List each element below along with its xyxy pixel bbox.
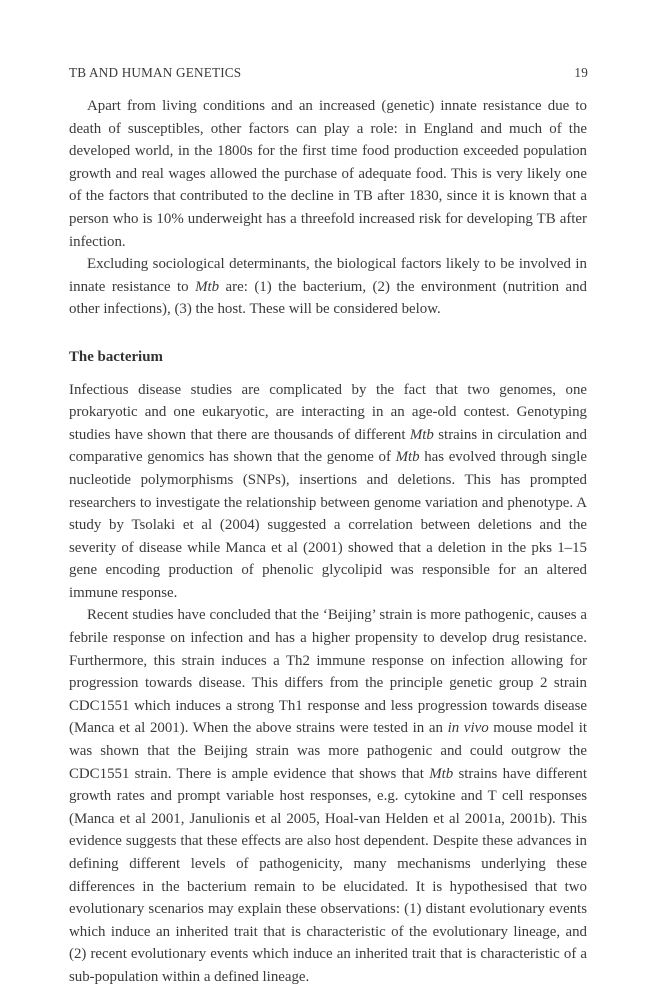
italic-term: Mtb [429,765,454,782]
page-number: 19 [574,65,588,80]
text-run: Infectious disease studies are complicated by the fact that two genomes, one prokaryotic and one eukaryotic, are interacting in an age-old contest. Genotyping studies have shown that there are thousands of different [69,381,587,443]
text-run: mouse model it was shown that the Beijing strain was more pathogenic and could outgrow the CDC1551 strain. There is ample evidence that shows that [69,720,587,782]
running-title: TB AND HUMAN GENETICS [69,65,242,80]
text-run: Excluding sociological determinants, the biological factors likely to be involved in innate resistance to [69,256,587,295]
italic-term: Mtb [395,449,420,466]
italic-term: Mtb [409,426,434,443]
paragraph [69,379,587,605]
italic-term: Mtb [195,278,220,295]
running-header [69,65,588,81]
text-run: Apart from living conditions and an increased (genetic) innate resistance due to death of susceptibles, other factors can play a role: in England and much of the developed world, in the 1800s for the first time food production exceeded population growth and real wages allowed the purchase of adequate food. This is very likely one of the factors that contributed to the decline in TB after 1830, since it is known that a person who is 10% underweight has a threefold increased risk for developing TB after infection. [69,98,587,250]
text-run: Recent studies have concluded that the ‘Beijing’ strain is more pathogenic, causes a febrile response on infection and has a higher propensity to develop drug resistance. Furthermore, this strain induces a Th2 immune response on infection allowing for progression towards disease. This differs from the principle genetic group 2 strain CDC1551 which induces a strong Th1 response and less progression towards disease (Manca et al 2001). When the above strains were tested in an [69,607,587,737]
paragraph [69,95,587,253]
text-run: strains in circulation and comparative genomics has shown that the genome of [69,426,587,466]
italic-term: in vivo [447,720,489,737]
text-run: strains have different growth rates and prompt variable host responses, e.g. cytokine and T cell responses (Manca et al 2001, Janulionis et al 2005, Hoal-van Helden et al 2001a, 2001b). This evidence suggests that these effects are also host dependent. Despite these advances in defining different levels of pathogenicity, many mechanisms underlying these differences in the bacterium remain to be elucidated. It is hypothesised that two evolutionary scenarios may explain these observations: (1) distant evolutionary events which induce an inherited trait that is characteristic of the evolutionary lineage, and (2) recent evolutionary events which induce an inherited trait that is characteristic of a sub-population within a defined lineage. [69,765,587,985]
paragraph [69,604,587,988]
paragraph [69,253,587,321]
text-run: are: (1) the bacterium, (2) the environment (nutrition and other infections), (3) the host. These will be considered below. [69,278,587,318]
section-heading: The bacterium [69,348,163,365]
page-body [69,95,587,989]
text-run: has evolved through single nucleotide polymorphisms (SNPs), insertions and deletions. This has prompted researchers to investigate the relationship between genome variation and phenotype. A study by Tsolaki et al (2004) suggested a correlation between deletions and the severity of disease while Manca et al (2001) showed that a deletion in the pks 1–15 gene encoding production of phenolic glycolipid was responsible for an altered immune response. [69,449,587,601]
